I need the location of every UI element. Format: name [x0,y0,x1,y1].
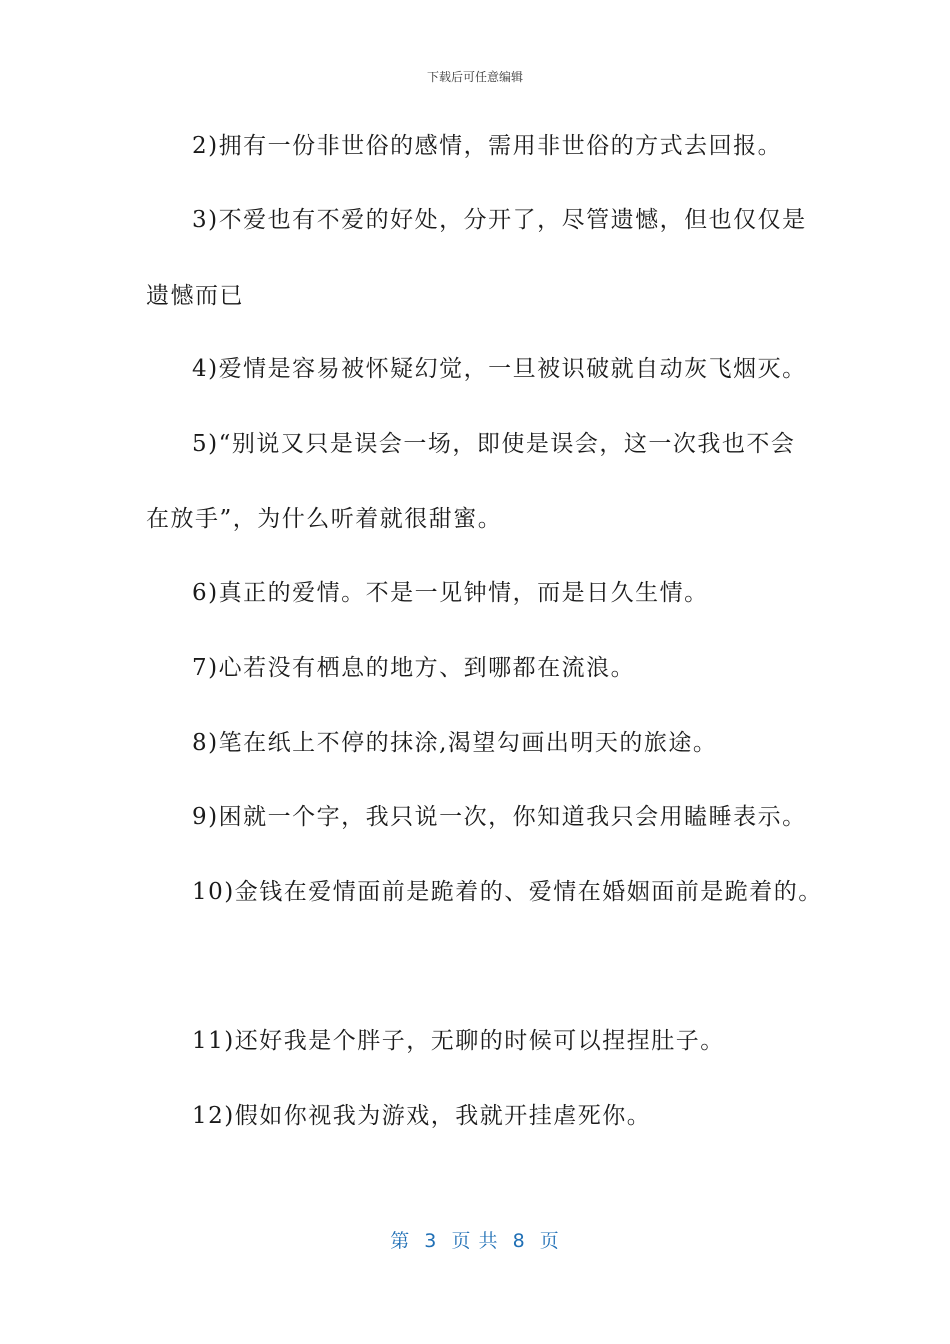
quote-line: 7)心若没有栖息的地方、到哪都在流浪。 [192,655,636,681]
quote-line-continuation: 在放手”，为什么听着就很甜蜜。 [146,506,503,532]
quote-line-continuation: 遗憾而已 [146,283,244,309]
quote-line: 10)金钱在爱情面前是跪着的、爱情在婚姻面前是跪着的。 [192,879,823,905]
quote-line: 4)爱情是容易被怀疑幻觉，一旦被识破就自动灰飞烟灭。 [192,356,807,382]
quote-line: 2)拥有一份非世俗的感情，需用非世俗的方式去回报。 [192,133,783,159]
quote-line: 8)笔在纸上不停的抹涂,渴望勾画出明天的旅途。 [192,730,718,756]
page-number-footer: 第 3 页 共 8 页 [390,1230,560,1252]
quote-line: 6)真正的爱情。不是一见钟情，而是日久生情。 [192,580,709,606]
quote-line: 9)困就一个字，我只说一次，你知道我只会用瞌睡表示。 [192,804,807,830]
quote-line: 5)“别说又只是误会一场，即使是误会，这一次我也不会 [192,431,796,457]
quote-line: 11)还好我是个胖子，无聊的时候可以捏捏肚子。 [192,1028,725,1054]
quote-line: 12)假如你视我为游戏，我就开挂虐死你。 [192,1103,652,1129]
header-note: 下载后可任意编辑 [426,70,523,84]
quote-line: 3)不爱也有不爱的好处，分开了，尽管遗憾，但也仅仅是 [192,207,807,233]
